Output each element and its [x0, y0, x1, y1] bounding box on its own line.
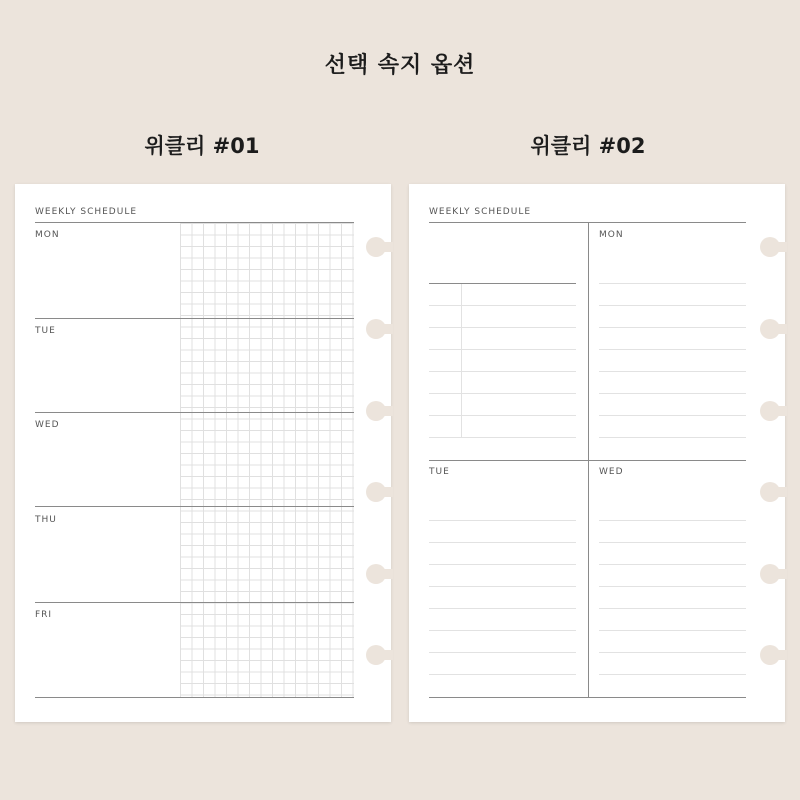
page-title: 선택 속지 옵션 [324, 53, 476, 78]
binder-notch [760, 645, 786, 665]
sheet-header: WEEKLY SCHEDULE [35, 207, 138, 217]
day-label-tue: TUE [35, 326, 56, 336]
weekly-01-sheet [15, 184, 391, 722]
note-line [429, 305, 576, 306]
note-line [429, 520, 576, 521]
binder-notch [760, 482, 786, 502]
option-label-weekly-01: 위클리 #01 [144, 134, 260, 158]
note-line [429, 415, 576, 416]
note-line [599, 542, 746, 543]
day-divider [35, 318, 354, 319]
binder-notch [366, 564, 392, 584]
note-line [429, 349, 576, 350]
binder-notch [366, 237, 392, 257]
day-label-mon: MON [599, 230, 624, 240]
note-line [599, 283, 746, 284]
note-line [429, 630, 576, 631]
note-line [429, 437, 576, 438]
binder-notch [366, 645, 392, 665]
note-line [599, 437, 746, 438]
day-label-tue: TUE [429, 467, 450, 477]
note-line [599, 520, 746, 521]
binder-notch [760, 564, 786, 584]
notes-rule [429, 283, 576, 284]
note-line [599, 393, 746, 394]
binder-notch [366, 401, 392, 421]
note-line [429, 327, 576, 328]
middle-rule [429, 460, 746, 461]
note-line [429, 542, 576, 543]
note-line [429, 393, 576, 394]
day-label-thu: THU [35, 515, 57, 525]
binder-notch [366, 319, 392, 339]
weekly-02-sheet [409, 184, 785, 722]
note-line [599, 564, 746, 565]
note-line [429, 652, 576, 653]
sheet-header: WEEKLY SCHEDULE [429, 207, 532, 217]
note-line [599, 608, 746, 609]
bottom-rule [429, 697, 746, 698]
note-line [429, 608, 576, 609]
note-line [429, 674, 576, 675]
note-line [599, 415, 746, 416]
note-line [599, 327, 746, 328]
note-line [429, 371, 576, 372]
day-label-mon: MON [35, 230, 60, 240]
note-line [599, 305, 746, 306]
note-line [599, 674, 746, 675]
day-divider [35, 602, 354, 603]
bottom-rule [35, 697, 354, 698]
binder-notch [760, 401, 786, 421]
binder-notch [760, 319, 786, 339]
day-label-wed: WED [599, 467, 624, 477]
binder-notch [760, 237, 786, 257]
binder-notch [366, 482, 392, 502]
day-label-fri: FRI [35, 610, 53, 620]
day-label-wed: WED [35, 420, 60, 430]
note-line [599, 349, 746, 350]
option-label-weekly-02: 위클리 #02 [530, 134, 646, 158]
note-line [429, 564, 576, 565]
note-line [599, 586, 746, 587]
note-line [599, 652, 746, 653]
note-line [429, 586, 576, 587]
grid-area [180, 223, 354, 697]
day-divider [35, 506, 354, 507]
day-divider [35, 412, 354, 413]
note-line [599, 371, 746, 372]
note-line [599, 630, 746, 631]
